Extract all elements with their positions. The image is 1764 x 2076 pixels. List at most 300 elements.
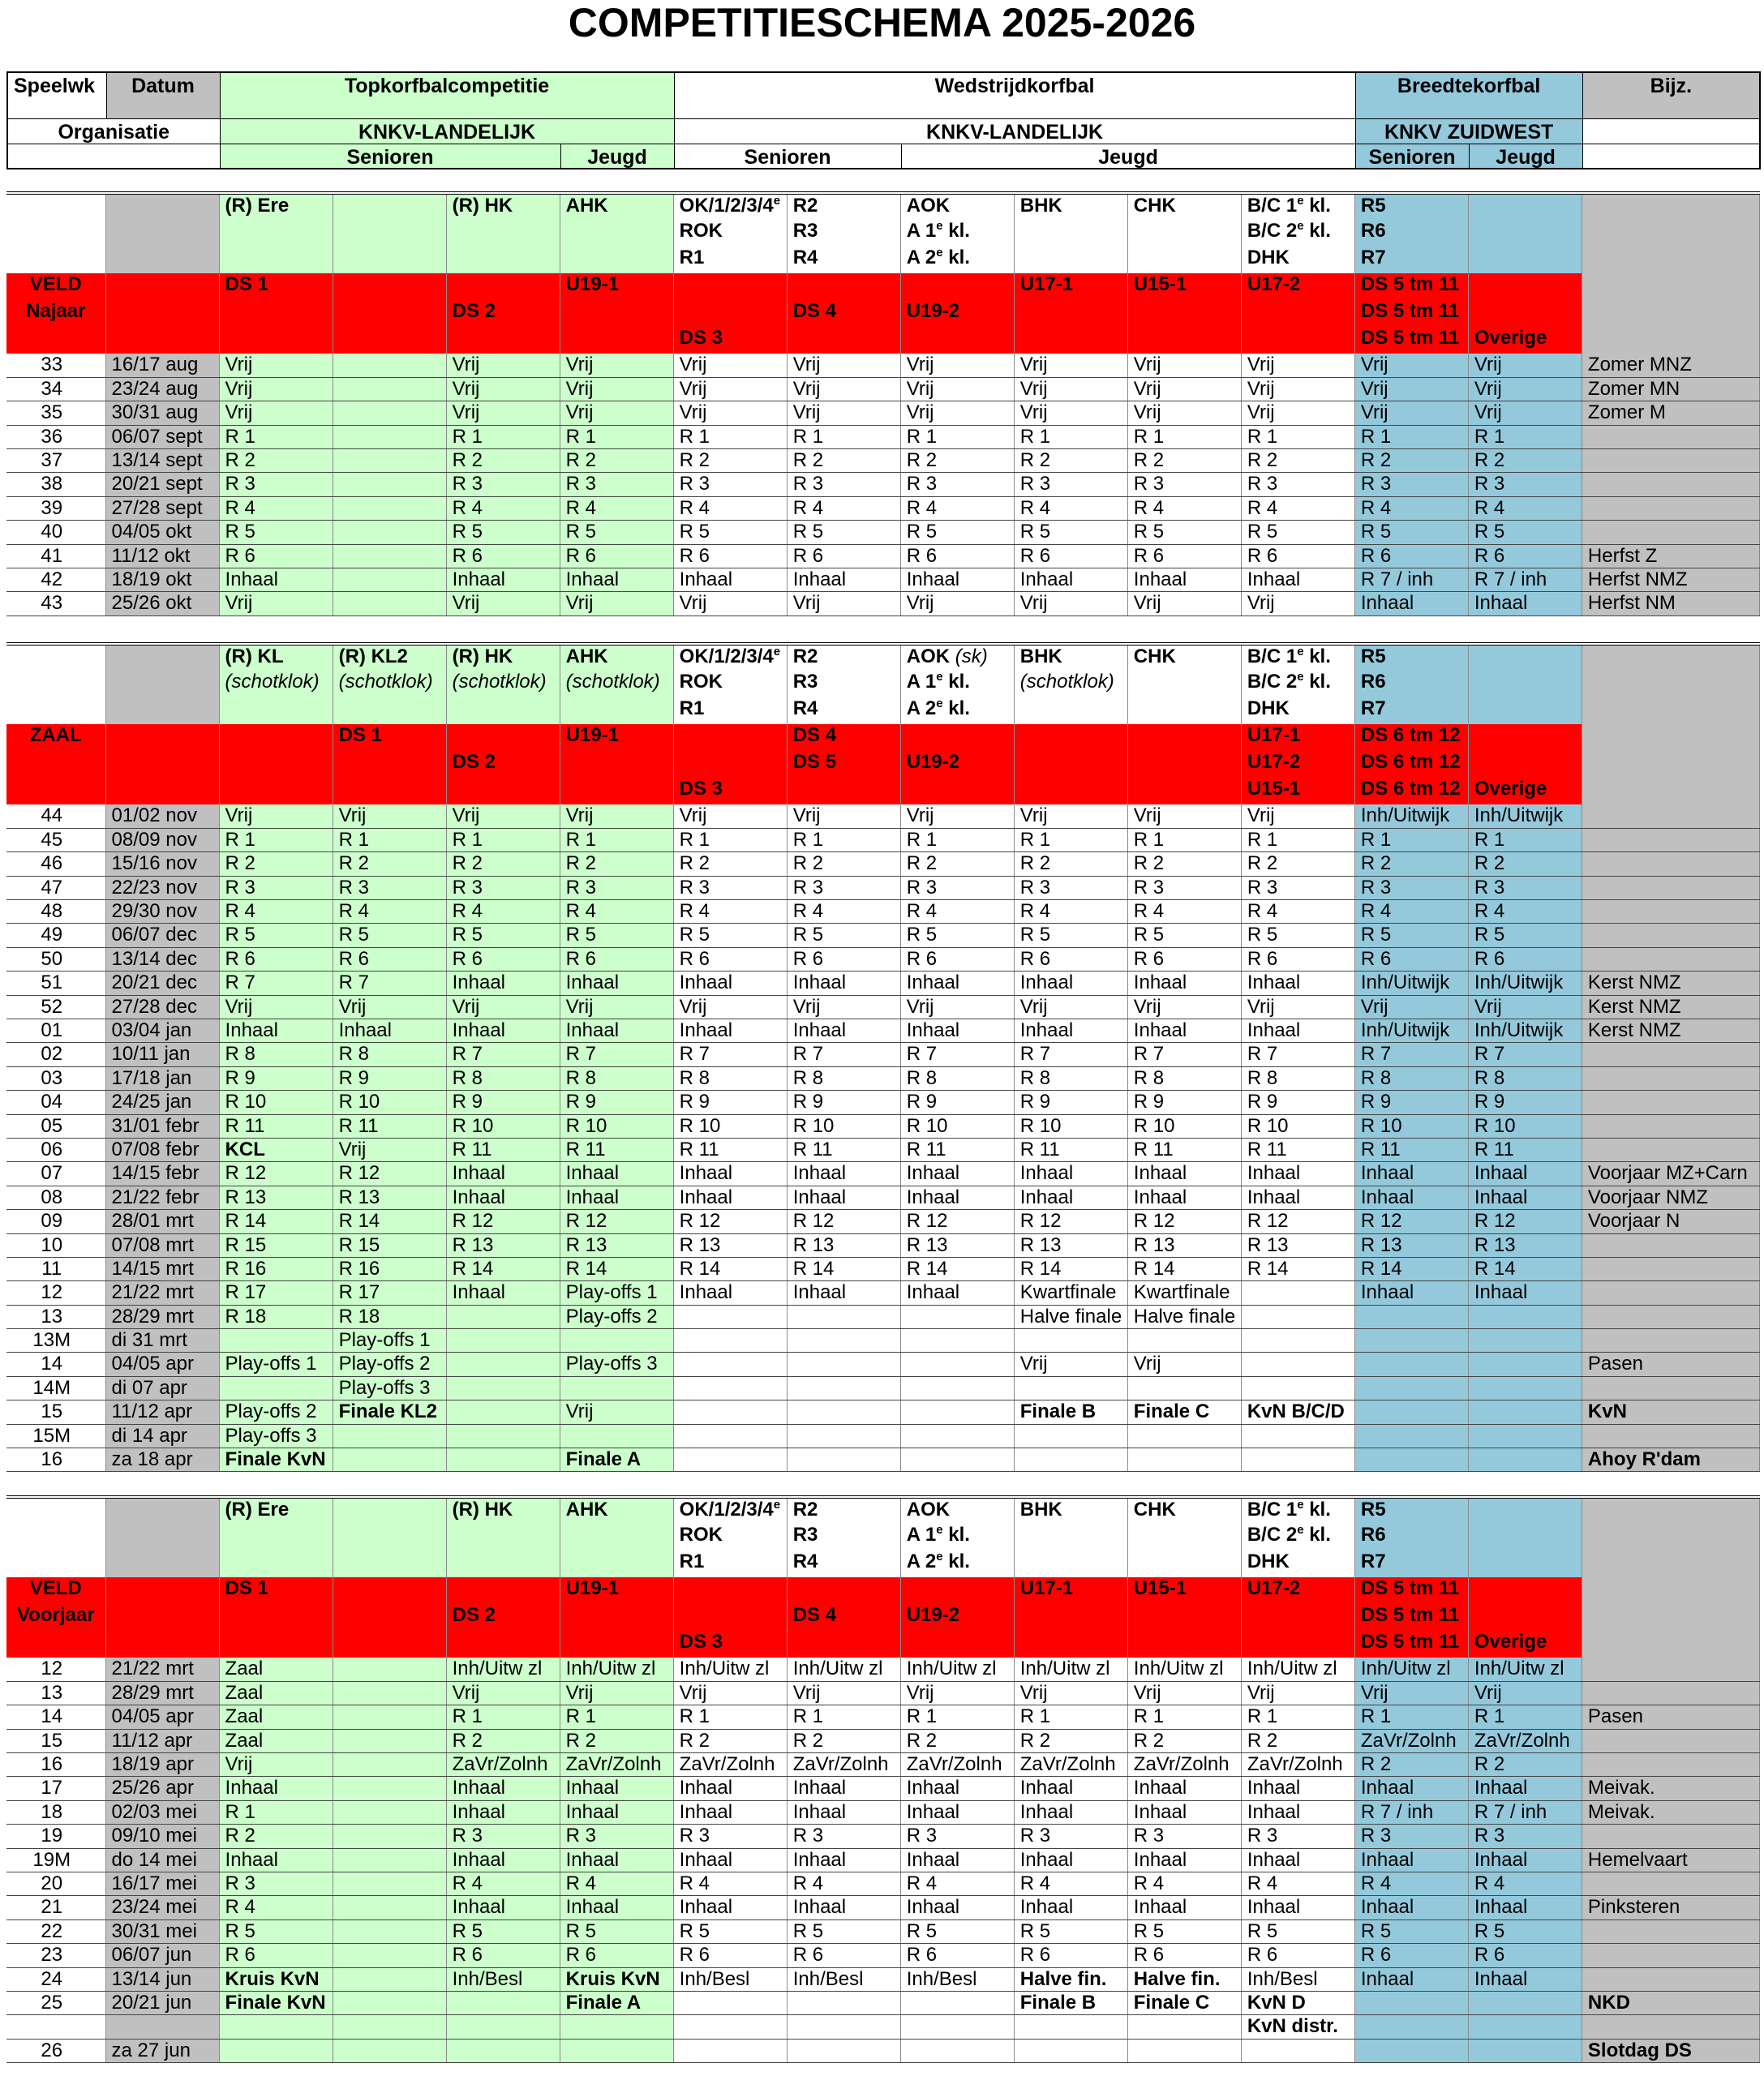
section-head-row: [6, 1524, 1760, 1551]
column-head-cell: [219, 697, 333, 724]
date-cell: 21/22 mrt: [105, 1658, 219, 1681]
schedule-cell: Inhaal: [446, 1896, 560, 1919]
schedule-cell: R 1: [673, 425, 787, 448]
season-band-cell: [1014, 1631, 1127, 1658]
schedule-cell: Inhaal: [1014, 1019, 1127, 1043]
schedule-cell: [333, 354, 446, 377]
schedule-cell: R 5: [1241, 924, 1354, 947]
schedule-cell: Vrij: [673, 995, 787, 1019]
season-band-cell: U17-1: [1014, 273, 1127, 300]
schedule-cell: Zaal: [219, 1705, 333, 1729]
schedule-cell: Inhaal: [787, 1800, 900, 1824]
schedule-cell: R 15: [219, 1233, 333, 1257]
week-cell: 39: [6, 496, 105, 520]
schedule-cell: Zaal: [219, 1681, 333, 1705]
schedule-cell: Inhaal: [1127, 568, 1241, 592]
schedule-cell: R 8: [1127, 1066, 1241, 1090]
schedule-cell: R 3: [673, 473, 787, 496]
season-band-cell: [1468, 1604, 1582, 1631]
note-cell: [1582, 1138, 1759, 1161]
season-band-cell: [1582, 327, 1759, 354]
schedule-cell: Inh/Besl: [1241, 1967, 1354, 1991]
superscript-e: e: [773, 194, 781, 208]
season-band-cell: [333, 1631, 446, 1658]
schedule-cell: R 6: [1241, 1944, 1354, 1967]
schedule-cell: [1468, 1424, 1582, 1448]
schedule-row: [6, 1043, 1760, 1066]
date-cell: 03/04 jan: [105, 1019, 219, 1043]
season-band-cell: [1582, 1631, 1759, 1658]
season-band-cell: DS 5 tm 11: [1354, 327, 1468, 354]
column-head-cell: [446, 220, 560, 247]
schedule-cell: [1014, 2039, 1127, 2062]
date-cell: do 14 mei: [105, 1848, 219, 1872]
schedule-cell: Inhaal: [446, 1019, 560, 1043]
schedule-cell: [333, 1777, 446, 1800]
schedule-cell: Inhaal: [1468, 1186, 1582, 1209]
column-head-cell: A 1e kl.: [900, 1524, 1014, 1551]
schedule-cell: R 14: [1014, 1257, 1127, 1280]
season-band-cell: U19-1: [560, 724, 673, 751]
schedule-cell: R 6: [446, 947, 560, 971]
schedule-cell: Inhaal: [560, 972, 673, 995]
schedule-row: [6, 924, 1760, 947]
column-head-cell: (R) HK: [446, 644, 560, 671]
schedule-row: [6, 1848, 1760, 1872]
schedule-cell: R 14: [673, 1257, 787, 1280]
column-head-cell: R7: [1354, 1551, 1468, 1577]
column-head-cell: [446, 697, 560, 724]
schedule-cell: Inhaal: [787, 1896, 900, 1919]
date-cell: 23/24 mei: [105, 1896, 219, 1919]
schedule-cell: R 5: [787, 1919, 900, 1943]
season-band-cell: [1127, 751, 1241, 778]
schedule-cell: R 4: [787, 900, 900, 924]
wed-senioren: Senioren: [674, 144, 901, 169]
schedule-cell: [446, 1376, 560, 1400]
season-band-cell: [787, 327, 900, 354]
section-head-row: [6, 671, 1760, 697]
schedule-cell: R 3: [673, 876, 787, 899]
column-head-cell: CHK: [1127, 644, 1241, 671]
schedule-cell: R 8: [1014, 1066, 1127, 1090]
schedule-cell: R 4: [1127, 900, 1241, 924]
superscript-e: e: [1297, 1524, 1304, 1537]
season-band-cell: [560, 778, 673, 804]
schedule-cell: R 5: [1468, 521, 1582, 544]
season-band-cell: DS 3: [673, 1631, 787, 1658]
season-band-cell: [1014, 751, 1127, 778]
schedule-cell: R 5: [1014, 521, 1127, 544]
season-band-cell: [1468, 724, 1582, 751]
season-band-cell: DS 5 tm 11: [1354, 1604, 1468, 1631]
column-head-cell: [333, 1524, 446, 1551]
schedule-row: [6, 1991, 1760, 2014]
schedule-cell: Vrij: [1014, 804, 1127, 828]
column-head-cell: [105, 1524, 219, 1551]
schedule-cell: R 12: [1354, 1210, 1468, 1233]
column-head-cell: [1127, 671, 1241, 697]
schedule-cell: [1468, 1376, 1582, 1400]
schedule-cell: Inhaal: [787, 1162, 900, 1186]
schedule-cell: [1354, 1424, 1468, 1448]
schedule-cell: R 16: [219, 1257, 333, 1280]
season-band-cell: [219, 1604, 333, 1631]
schedule-row: [6, 2015, 1760, 2039]
schedule-cell: R 3: [560, 473, 673, 496]
date-cell: 13/14 dec: [105, 947, 219, 971]
schedule-cell: Inh/Uitwijk: [1468, 804, 1582, 828]
schedule-cell: R 8: [787, 1066, 900, 1090]
schedule-cell: R 6: [1127, 544, 1241, 568]
schedule-cell: R 5: [1127, 521, 1241, 544]
schedule-cell: Vrij: [787, 377, 900, 401]
column-head-cell: AHK: [560, 1497, 673, 1524]
week-cell: 13M: [6, 1329, 105, 1353]
schedule-cell: R 2: [560, 1729, 673, 1752]
schedule-cell: Vrij: [900, 377, 1014, 401]
schedule-cell: [787, 2039, 900, 2062]
season-band-cell: DS 6 tm 12: [1354, 724, 1468, 751]
schedule-cell: Vrij: [1241, 377, 1354, 401]
schedule-cell: R 4: [1014, 1872, 1127, 1896]
schedule-cell: R 4: [1354, 900, 1468, 924]
season-band-cell: [560, 327, 673, 354]
schedule-cell: R 1: [219, 425, 333, 448]
schedule-cell: R 5: [446, 1919, 560, 1943]
season-band-cell: [900, 1577, 1014, 1604]
schedule-cell: [333, 2015, 446, 2039]
schedule-row: [6, 568, 1760, 592]
schedule-cell: [1127, 1448, 1241, 1472]
schedule-cell: Inhaal: [1468, 1777, 1582, 1800]
date-cell: 18/19 okt: [105, 568, 219, 592]
top-senioren: Senioren: [220, 144, 560, 169]
schedule-cell: Finale C: [1127, 1991, 1241, 2014]
bijz-header: Bijz.: [1582, 72, 1760, 118]
schedule-cell: Inhaal: [787, 568, 900, 592]
schedule-cell: R 6: [333, 947, 446, 971]
schedule-cell: R 9: [219, 1066, 333, 1090]
schedule-cell: [1354, 1376, 1468, 1400]
schedule-cell: [1354, 1400, 1468, 1424]
schedule-cell: R 13: [1014, 1233, 1127, 1257]
note-cell: [1582, 2015, 1759, 2039]
schedule-cell: Inhaal: [1014, 1800, 1127, 1824]
schedule-cell: Vrij: [446, 592, 560, 616]
schedule-cell: R 10: [219, 1091, 333, 1114]
schedule-cell: R 2: [1468, 1753, 1582, 1777]
schedule-cell: R 2: [1127, 449, 1241, 473]
schedule-cell: R 6: [1354, 1944, 1468, 1967]
week-cell: 19M: [6, 1848, 105, 1872]
schedule-cell: R 6: [446, 1944, 560, 1967]
week-cell: 15M: [6, 1424, 105, 1448]
schedule-row: [6, 1066, 1760, 1090]
column-head-cell: [1014, 247, 1127, 273]
season-band-cell: [6, 1631, 105, 1658]
season-band-cell: [1127, 327, 1241, 354]
note-cell: Voorjaar NMZ: [1582, 1186, 1759, 1209]
schedule-cell: R 9: [333, 1066, 446, 1090]
column-head-cell: BHK: [1014, 644, 1127, 671]
note-cell: Zomer MN: [1582, 377, 1759, 401]
schedule-cell: [446, 1991, 560, 2014]
date-cell: 11/12 okt: [105, 544, 219, 568]
schedule-row: [6, 1257, 1760, 1280]
schedule-cell: [1468, 2039, 1582, 2062]
schedule-cell: R 4: [1468, 1872, 1582, 1896]
schedule-cell: R 1: [560, 425, 673, 448]
season-band-cell: DS 3: [673, 778, 787, 804]
schedule-cell: R 2: [1468, 449, 1582, 473]
column-head-cell: [333, 1497, 446, 1524]
schedule-cell: Vrij: [446, 401, 560, 425]
schedule-cell: Inhaal: [673, 1162, 787, 1186]
schedule-cell: [1468, 1991, 1582, 2014]
schedule-cell: Inhaal: [560, 1162, 673, 1186]
schedule-cell: Inhaal: [900, 1777, 1014, 1800]
schedule-cell: Play-offs 2: [219, 1400, 333, 1424]
schedule-cell: Finale B: [1014, 1991, 1127, 2014]
schedule-cell: R 1: [1014, 828, 1127, 851]
column-head-cell: R5: [1354, 1497, 1468, 1524]
date-cell: di 31 mrt: [105, 1329, 219, 1353]
schedule-row: [6, 1729, 1760, 1752]
schedule-row: [6, 1400, 1760, 1424]
schedule-cell: Vrij: [1241, 592, 1354, 616]
schedule-cell: R 3: [1468, 473, 1582, 496]
schedule-cell: Vrij: [219, 1753, 333, 1777]
schedule-cell: R 1: [900, 1705, 1014, 1729]
schedule-cell: R 2: [1014, 852, 1127, 876]
season-band-cell: [105, 1631, 219, 1658]
schedule-cell: [673, 2015, 787, 2039]
schedule-cell: [333, 1424, 446, 1448]
schedule-cell: R 6: [1127, 1944, 1241, 1967]
season-band-cell: [446, 778, 560, 804]
season-band-cell: U17-2: [1241, 751, 1354, 778]
schedule-cell: R 13: [219, 1186, 333, 1209]
schedule-row: [6, 1162, 1760, 1186]
column-head-cell: A 2e kl.: [900, 1551, 1014, 1577]
schedule-cell: Vrij: [673, 592, 787, 616]
note-cell: [1582, 473, 1759, 496]
schedule-cell: R 1: [1241, 828, 1354, 851]
column-head-cell: (R) Ere: [219, 1497, 333, 1524]
date-cell: 16/17 mei: [105, 1872, 219, 1896]
schedule-cell: [333, 1848, 446, 1872]
schedule-cell: R 12: [1127, 1210, 1241, 1233]
schedule-cell: R 4: [1468, 496, 1582, 520]
week-cell: 37: [6, 449, 105, 473]
schedule-cell: R 5: [1241, 1919, 1354, 1943]
schedule-cell: [446, 1305, 560, 1328]
schedule-row: [6, 1777, 1760, 1800]
schedule-cell: R 5: [1354, 1919, 1468, 1943]
schedule-cell: R 12: [1014, 1210, 1127, 1233]
season-band-cell: Overige: [1468, 1631, 1582, 1658]
schedule-cell: [787, 2015, 900, 2039]
schedule-cell: R 10: [1468, 1114, 1582, 1138]
schedule-cell: R 3: [900, 473, 1014, 496]
column-head-cell: DHK: [1241, 697, 1354, 724]
week-cell: 38: [6, 473, 105, 496]
schedule-cell: R 3: [1354, 473, 1468, 496]
schedule-cell: Inhaal: [1127, 1800, 1241, 1824]
schedule-cell: R 3: [787, 1825, 900, 1848]
schedule-cell: [1354, 1305, 1468, 1328]
schedule-cell: Inhaal: [787, 1281, 900, 1305]
schedule-cell: R 5: [900, 924, 1014, 947]
schedule-cell: R 7: [560, 1043, 673, 1066]
date-cell: 31/01 febr: [105, 1114, 219, 1138]
schedule-cell: R 5: [219, 521, 333, 544]
season-band-row: [6, 327, 1760, 354]
week-cell: 44: [6, 804, 105, 828]
schedule-row: [6, 1091, 1760, 1114]
note-cell: [1582, 1944, 1759, 1967]
schedule-cell: R 2: [787, 852, 900, 876]
schedule-cell: [333, 1991, 446, 2014]
schedule-row: [6, 1825, 1760, 1848]
season-band-cell: U19-2: [900, 751, 1014, 778]
veld-voorjaar-table: [6, 1495, 1760, 2063]
week-cell: 48: [6, 900, 105, 924]
date-cell: za 27 jun: [105, 2039, 219, 2062]
column-head-cell: [1468, 1524, 1582, 1551]
date-cell: 15/16 nov: [105, 852, 219, 876]
schedule-cell: [560, 1376, 673, 1400]
column-head-cell: A 2e kl.: [900, 697, 1014, 724]
schedule-cell: R 6: [673, 544, 787, 568]
season-band-cell: VELD: [6, 273, 105, 300]
column-head-cell: BHK: [1014, 193, 1127, 220]
schedule-cell: Inhaal: [673, 1800, 787, 1824]
schedule-cell: R 5: [219, 924, 333, 947]
week-cell: 16: [6, 1448, 105, 1472]
season-band-cell: [560, 751, 673, 778]
schedule-cell: R 5: [560, 924, 673, 947]
note-cell: Zomer M: [1582, 401, 1759, 425]
season-band-cell: U19-1: [560, 273, 673, 300]
week-cell: 21: [6, 1896, 105, 1919]
date-cell: 10/11 jan: [105, 1043, 219, 1066]
column-head-cell: B/C 1e kl.: [1241, 193, 1354, 220]
schedule-row: [6, 1281, 1760, 1305]
schedule-cell: [1241, 1448, 1354, 1472]
schedule-cell: R 8: [900, 1066, 1014, 1090]
column-head-cell: [1014, 220, 1127, 247]
schedule-cell: R 6: [1241, 544, 1354, 568]
schedule-cell: R 3: [900, 1825, 1014, 1848]
schedule-cell: Inhaal: [900, 568, 1014, 592]
schedule-cell: [560, 2039, 673, 2062]
superscript-e: e: [1297, 220, 1304, 233]
note-cell: [1582, 828, 1759, 851]
schedule-cell: [900, 1329, 1014, 1353]
schedule-cell: Inh/Uitwijk: [1468, 1019, 1582, 1043]
column-head-cell: OK/1/2/3/4e: [673, 1497, 787, 1524]
season-band-cell: [1127, 778, 1241, 804]
schedule-cell: ZaVr/Zolnh: [1241, 1753, 1354, 1777]
schedule-cell: Kruis KvN: [219, 1967, 333, 1991]
schedule-cell: Vrij: [673, 804, 787, 828]
schedule-cell: R 2: [673, 449, 787, 473]
week-cell: 19: [6, 1825, 105, 1848]
schedule-cell: Inhaal: [219, 1777, 333, 1800]
date-cell: 20/21 jun: [105, 1991, 219, 2014]
schedule-cell: R 4: [219, 496, 333, 520]
schedule-cell: R 7: [446, 1043, 560, 1066]
schedule-cell: Inhaal: [1014, 1162, 1127, 1186]
schedule-cell: R 12: [1468, 1210, 1582, 1233]
note-cell: [1582, 449, 1759, 473]
season-band-cell: VELD: [6, 1577, 105, 1604]
week-cell: 22: [6, 1919, 105, 1943]
column-head-cell: B/C 1e kl.: [1241, 644, 1354, 671]
schedule-cell: R 1: [1468, 425, 1582, 448]
column-head-cell: [6, 1497, 105, 1524]
season-band-cell: U17-2: [1241, 1577, 1354, 1604]
schedule-row: [6, 1944, 1760, 1967]
schedule-cell: R 8: [560, 1066, 673, 1090]
season-band-cell: [219, 1631, 333, 1658]
column-head-cell: DHK: [1241, 247, 1354, 273]
schedule-cell: Kwartfinale: [1127, 1281, 1241, 1305]
schedule-cell: R 6: [1354, 947, 1468, 971]
column-head-cell: B/C 2e kl.: [1241, 220, 1354, 247]
schedule-cell: Inhaal: [900, 1281, 1014, 1305]
date-cell: za 18 apr: [105, 1448, 219, 1472]
superscript-e: e: [773, 1498, 781, 1512]
schedule-cell: [1241, 1353, 1354, 1376]
schedule-cell: R 4: [900, 1872, 1014, 1896]
date-cell: 28/29 mrt: [105, 1681, 219, 1705]
season-band-cell: U15-1: [1241, 778, 1354, 804]
season-band-cell: [900, 327, 1014, 354]
schedule-cell: R 4: [560, 900, 673, 924]
column-head-cell: [6, 1551, 105, 1577]
schedule-cell: Inhaal: [446, 1777, 560, 1800]
date-cell: 06/07 sept: [105, 425, 219, 448]
org-breed: KNKV ZUIDWEST: [1355, 118, 1582, 144]
schedule-cell: R 10: [1127, 1114, 1241, 1138]
schedule-cell: [1354, 2039, 1468, 2062]
schedule-cell: Vrij: [787, 1681, 900, 1705]
schedule-cell: R 2: [219, 1825, 333, 1848]
schedule-cell: Play-offs 3: [560, 1353, 673, 1376]
week-cell: 05: [6, 1114, 105, 1138]
schedule-cell: R 13: [1354, 1233, 1468, 1257]
schedule-cell: [673, 1376, 787, 1400]
note-cell: [1582, 1658, 1759, 1681]
schedule-cell: R 1: [1354, 1705, 1468, 1729]
schedule-cell: [333, 1919, 446, 1943]
schedule-cell: R 4: [900, 900, 1014, 924]
date-cell: 02/03 mei: [105, 1800, 219, 1824]
schedule-cell: R 7: [1127, 1043, 1241, 1066]
schedule-cell: Inhaal: [446, 568, 560, 592]
note-cell: [1582, 1872, 1759, 1896]
schedule-cell: R 7: [333, 972, 446, 995]
season-band-cell: [1127, 724, 1241, 751]
column-head-cell: [560, 247, 673, 273]
schedule-cell: Inhaal: [900, 1186, 1014, 1209]
schedule-cell: R 1: [900, 425, 1014, 448]
schedule-cell: Inh/Besl: [900, 1967, 1014, 1991]
schedule-cell: Inhaal: [1354, 1967, 1468, 1991]
